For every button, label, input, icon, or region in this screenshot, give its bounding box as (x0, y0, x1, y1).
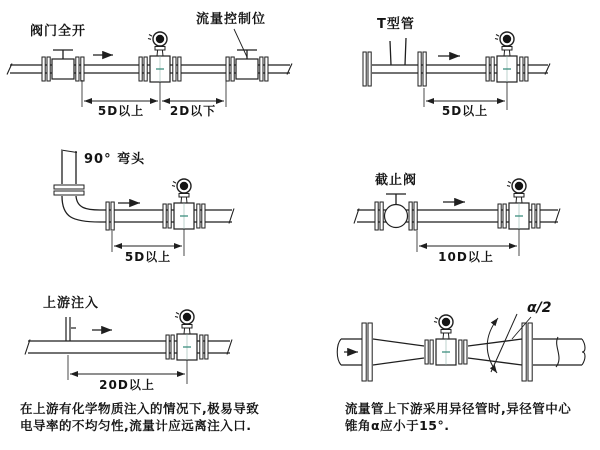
flowmeter-icon (139, 32, 181, 82)
flowmeter-icon (166, 310, 208, 360)
label-t-pipe: T型管 (377, 17, 415, 32)
flowmeter-icon (486, 32, 528, 82)
caption-reducer-line2: 锥角α应小于15°. (345, 418, 450, 433)
control-valve-icon (226, 50, 268, 81)
caption-injection-line1: 在上游有化学物质注入的情况下,极易导致 (20, 401, 260, 416)
gate-valve-icon (42, 50, 84, 81)
flowmeter-icon (425, 315, 467, 365)
panel-stop-valve (354, 179, 560, 256)
panel-t-pipe (363, 32, 550, 110)
label-stop-valve: 截止阀 (375, 173, 418, 188)
label-elbow-90: 90° 弯头 (84, 152, 146, 167)
flange-pair (106, 202, 114, 230)
elbow-flange (54, 185, 84, 195)
large-flange-left (362, 323, 372, 381)
panel-upstream-injection (25, 310, 232, 384)
label-flow-control-position: 流量控制位 (196, 12, 267, 27)
label-upstream-injection: 上游注入 (43, 296, 100, 311)
dim-10d-p4: 10D以上 (438, 250, 494, 264)
blind-flange (363, 52, 371, 86)
caption-reducer-line1: 流量管上下游采用异径管时,异径管中心 (345, 401, 572, 416)
globe-valve-icon (375, 194, 417, 230)
label-valve-full-open: 阀门全开 (30, 24, 87, 39)
flange-pair (418, 52, 426, 86)
flowmeter-icon (498, 179, 540, 229)
injection-tube (66, 317, 76, 341)
label-angle-half-alpha: α/2 (527, 300, 552, 316)
panel-valve-full-open (7, 29, 292, 110)
dim-5d-p2: 5D以上 (441, 104, 489, 118)
dim-2d-p1: 2D以下 (169, 104, 217, 118)
caption-injection-line2: 电导率的不均匀性,流量计应远离注入口. (20, 418, 252, 433)
flowmeter-icon (163, 179, 205, 229)
panel-reducer (337, 314, 585, 381)
large-flange-right (522, 323, 532, 381)
dim-5d-p3: 5D以上 (124, 250, 172, 264)
dim-20d-p5: 20D以上 (99, 378, 155, 392)
label-leader (234, 29, 247, 57)
dim-5d-p1: 5D以上 (97, 104, 145, 118)
